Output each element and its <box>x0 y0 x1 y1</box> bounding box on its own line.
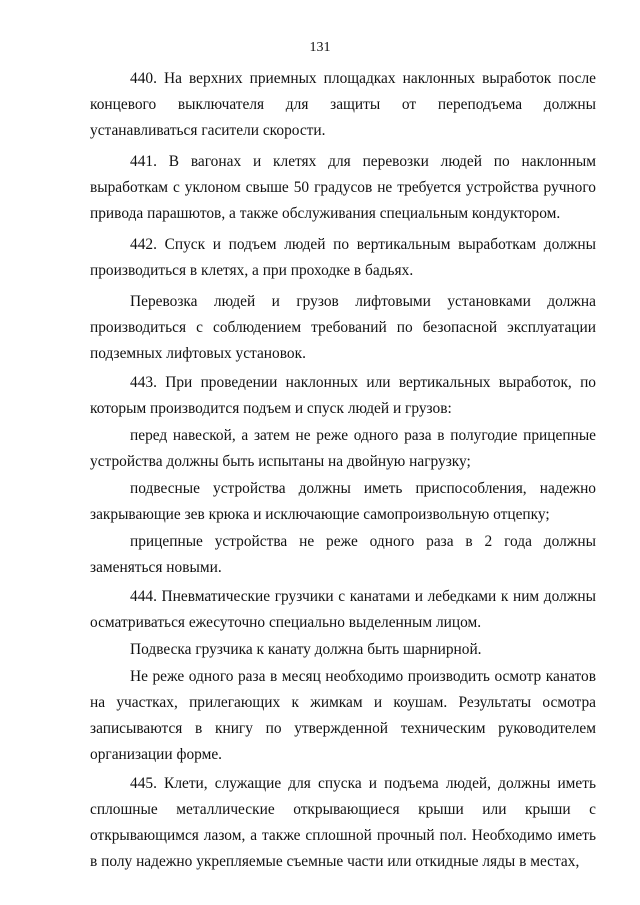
paragraph-444: 444. Пневматические грузчики с канатами и лебедками к ним должны осматриваться ежесуточно специально выделенным лицом. <box>90 588 596 631</box>
paragraph-443: 443. При проведении наклонных или вертикальных выработок, по которым производится подъем и спуск людей и грузов: <box>90 374 596 417</box>
paragraph-rope-inspection: Не реже одного раза в месяц необходимо производить осмотр канатов на участках, прилегающих к жимкам и коушам. Результаты осмотра записываются в книгу по утвержденной техническим руководителем организации форме. <box>90 668 596 763</box>
paragraph-440: 440. На верхних приемных площадках наклонных выработок после концевого выключателя для защиты от переподъема должны устанавливаться гасители скорости. <box>90 70 596 139</box>
paragraph-443-item-2: подвесные устройства должны иметь приспособления, надежно закрывающие зев крюка и исключающие самопроизвольную отцепку; <box>90 480 596 523</box>
paragraph-lift-transport: Перевозка людей и грузов лифтовыми установками должна производиться с соблюдением требований по безопасной эксплуатации подземных лифтовых установок. <box>90 293 596 362</box>
page-number: 131 <box>309 40 331 55</box>
paragraph-443-item-3: прицепные устройства не реже одного раза в 2 года должны заменяться новыми. <box>90 533 596 576</box>
document-body <box>90 66 596 875</box>
paragraph-442: 442. Спуск и подъем людей по вертикальным выработкам должны производиться в клетях, а при проходке в бадьях. <box>90 236 596 279</box>
paragraph-441: 441. В вагонах и клетях для перевозки людей по наклонным выработкам с уклоном свыше 50 градусов не требуется устройства ручного привода парашютов, а также обслуживания специальным кондуктором. <box>90 153 596 222</box>
paragraph-loader-suspension: Подвеска грузчика к канату должна быть шарнирной. <box>130 641 482 658</box>
paragraph-443-item-1: перед навеской, а затем не реже одного раза в полугодие прицепные устройства должны быть испытаны на двойную нагрузку; <box>90 427 596 470</box>
paragraph-445: 445. Клети, служащие для спуска и подъема людей, должны иметь сплошные металлические открывающиеся крыши или крыши с открывающимся лазом, а также сплошной прочный пол. Необходимо иметь в полу надежно укрепляемые съемные части или откидные ляды в местах, <box>90 775 596 870</box>
